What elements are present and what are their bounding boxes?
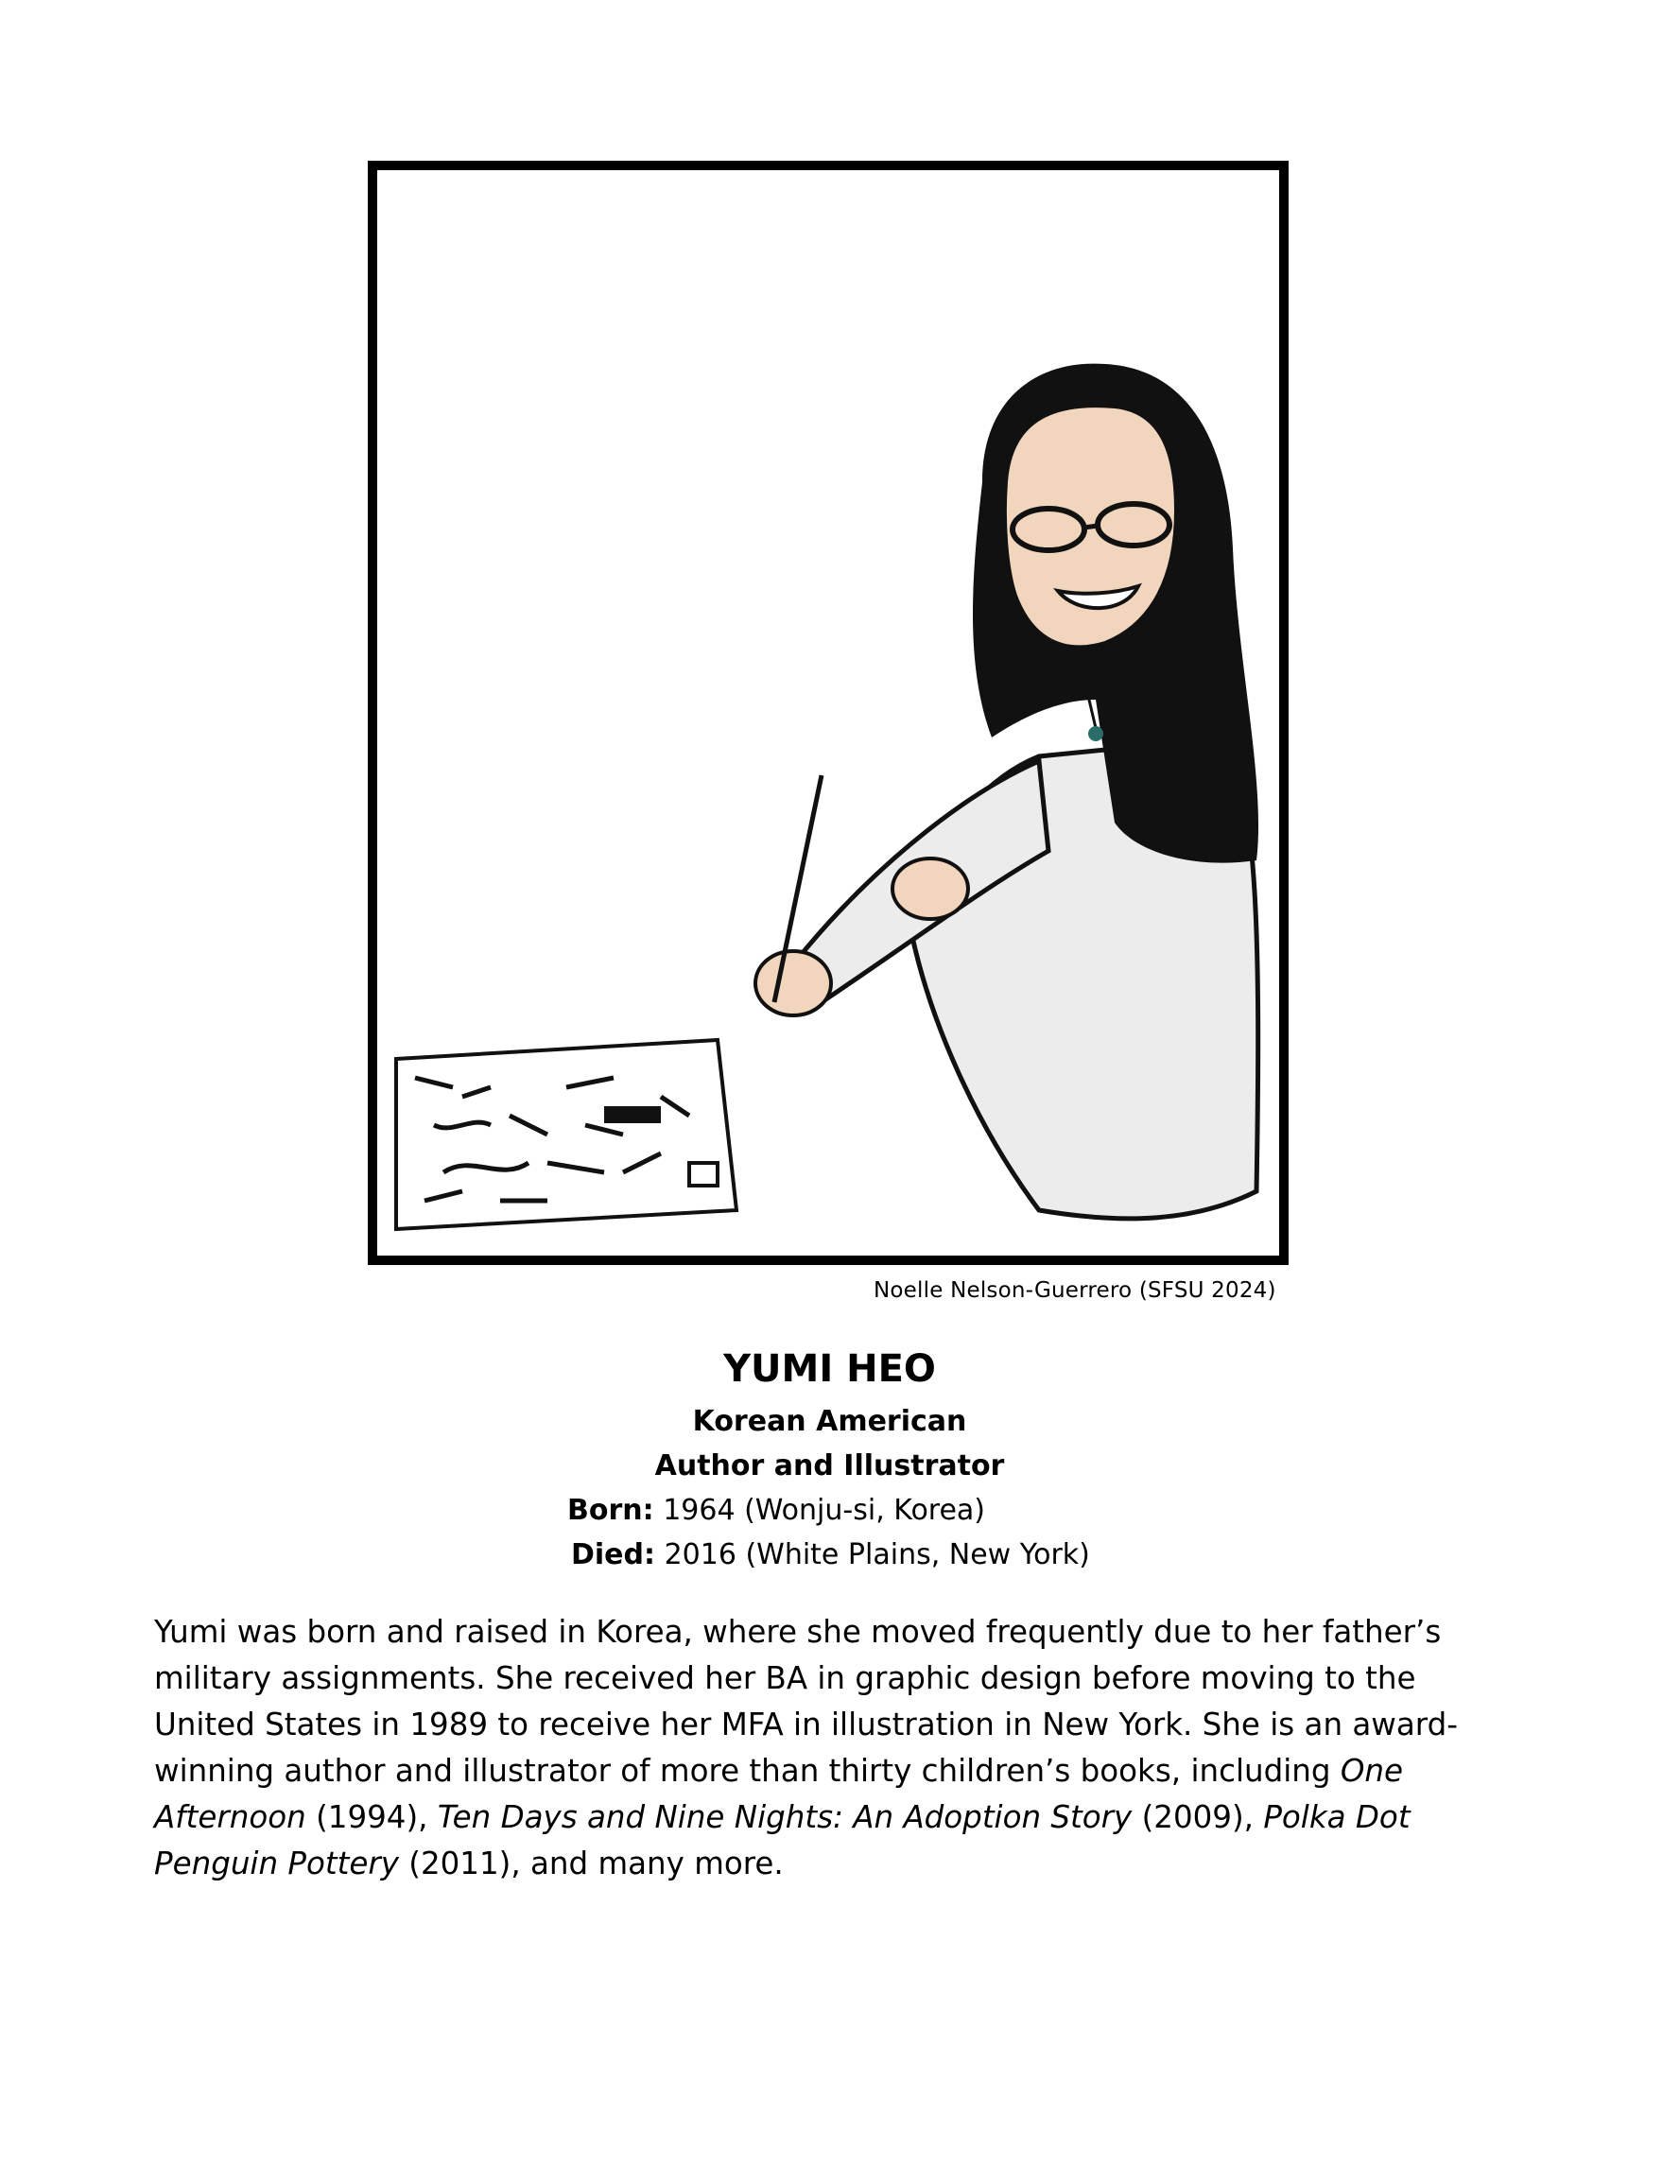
book-title: Ten Days and Nine Nights: An Adoption Story <box>437 1799 1133 1835</box>
page-title: YUMI HEO <box>723 1347 936 1391</box>
portrait-frame <box>368 161 1289 1265</box>
book-title: Polka Dot <box>1263 1799 1411 1835</box>
book-title: Penguin Pottery <box>154 1846 399 1881</box>
bio-line: military assignments. She received her BA in graphic design before moving to the <box>154 1660 1416 1696</box>
bio-line: Yumi was born and raised in Korea, where she moved frequently due to her father’s <box>154 1614 1442 1650</box>
bio-text: winning author and illustrator of more than thirty children’s books, including <box>154 1753 1341 1789</box>
died-value: 2016 (White Plains, New York) <box>664 1538 1090 1571</box>
born-value: 1964 (Wonju-si, Korea) <box>663 1494 986 1527</box>
biography-paragraph <box>154 1609 1478 1887</box>
illustration-credit: Noelle Nelson-Guerrero (SFSU 2024) <box>874 1278 1276 1303</box>
born-label: Born: <box>567 1494 654 1527</box>
book-title: One <box>1340 1753 1403 1789</box>
died-label: Died: <box>571 1538 656 1571</box>
paper <box>396 1040 736 1229</box>
bio-line <box>154 1748 1478 1794</box>
bio-text: (2011), and many more. <box>398 1846 784 1881</box>
bio-line <box>154 1794 1478 1841</box>
role-subtitle: Author and Illustrator <box>654 1449 1005 1482</box>
book-title: Afternoon <box>154 1799 306 1835</box>
born-line <box>567 1494 985 1527</box>
bio-line <box>154 1841 1478 1887</box>
heritage-subtitle: Korean American <box>692 1405 967 1438</box>
bio-line: United States in 1989 to receive her MFA in illustration in New York. She is an award- <box>154 1707 1458 1742</box>
bio-text: (2009), <box>1132 1799 1264 1835</box>
bio-text: (1994), <box>305 1799 438 1835</box>
died-line <box>571 1538 1090 1571</box>
portrait-drawing-icon <box>377 170 1279 1256</box>
